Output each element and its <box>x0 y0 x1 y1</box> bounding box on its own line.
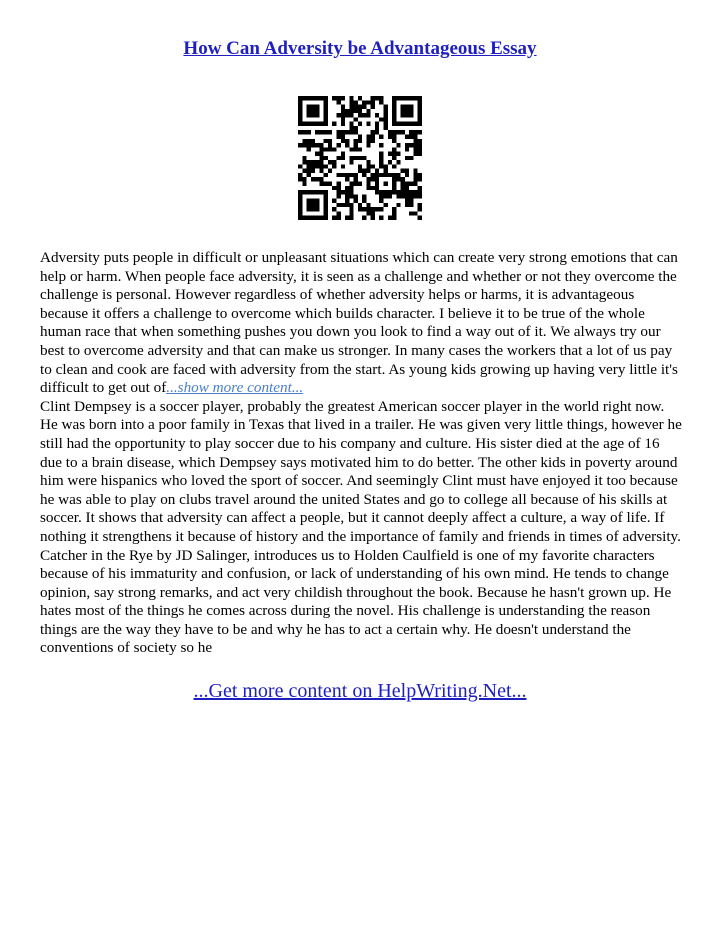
essay-paragraph-2: Clint Dempsey is a soccer player, probably the greatest American soccer player in the world right now. He was born into a poor family in Texas that lived in a trailer. He was given very little things, however he still had the opportunity to play soccer due to his company and culture. His sister died at the age of 16 due to a brain disease, which Dempsey says motivated him to do better. The other kids in poverty around him were hispanics who loved the sport of soccer. And seemingly Clint must have enjoyed it too because he was able to play on clubs travel around the united States and go to college all because of his skills at soccer. It shows that adversity can affect a people, but it cannot deeply affect a culture, a way of life. If nothing it strengthens it because of history and the importance of family and friends in times of adversity. Catcher in the Rye by JD Salinger, introduces us to Holden Caulfield is one of my favorite characters because of his immaturity and confusion, or lack of understanding of his own mind. He tends to change opinion, say strong remarks, and act very childish throughout the book. Because he hasn't grown up. He hates most of the things he comes across during the novel. His challenge is understanding the reason things are the way they have to be and why he has to act a certain why. He doesn't understand the conventions of society so he <box>40 397 682 657</box>
qr-code-icon <box>298 96 422 220</box>
essay-body <box>40 249 682 658</box>
show-more-link[interactable]: ...show more content... <box>166 379 304 397</box>
essay-paragraph-1: Adversity puts people in difficult or unpleasant situations which can create very strong emotions that can help or harm. When people face adversity, it is seen as a challenge and whether or not they overcome the challenge is personal. However regardless of whether adversity helps or harms, it is advantageous because it offers a challenge to overcome which builds character. I believe it to be true of the whole human race that when something pushes you down you look to find a way out of it. We always try our best to overcome adversity and that can make us stronger. In many cases the workers that a lot of us pay to clean and cook are faced with adversity from the start. As young kids growing up having very little it's difficult to get out of <box>40 249 678 397</box>
document-title-link[interactable]: How Can Adversity be Advantageous Essay <box>183 38 537 59</box>
qr-code-graphic <box>298 96 422 220</box>
get-more-content-link[interactable]: ...Get more content on HelpWriting.Net... <box>193 680 527 702</box>
